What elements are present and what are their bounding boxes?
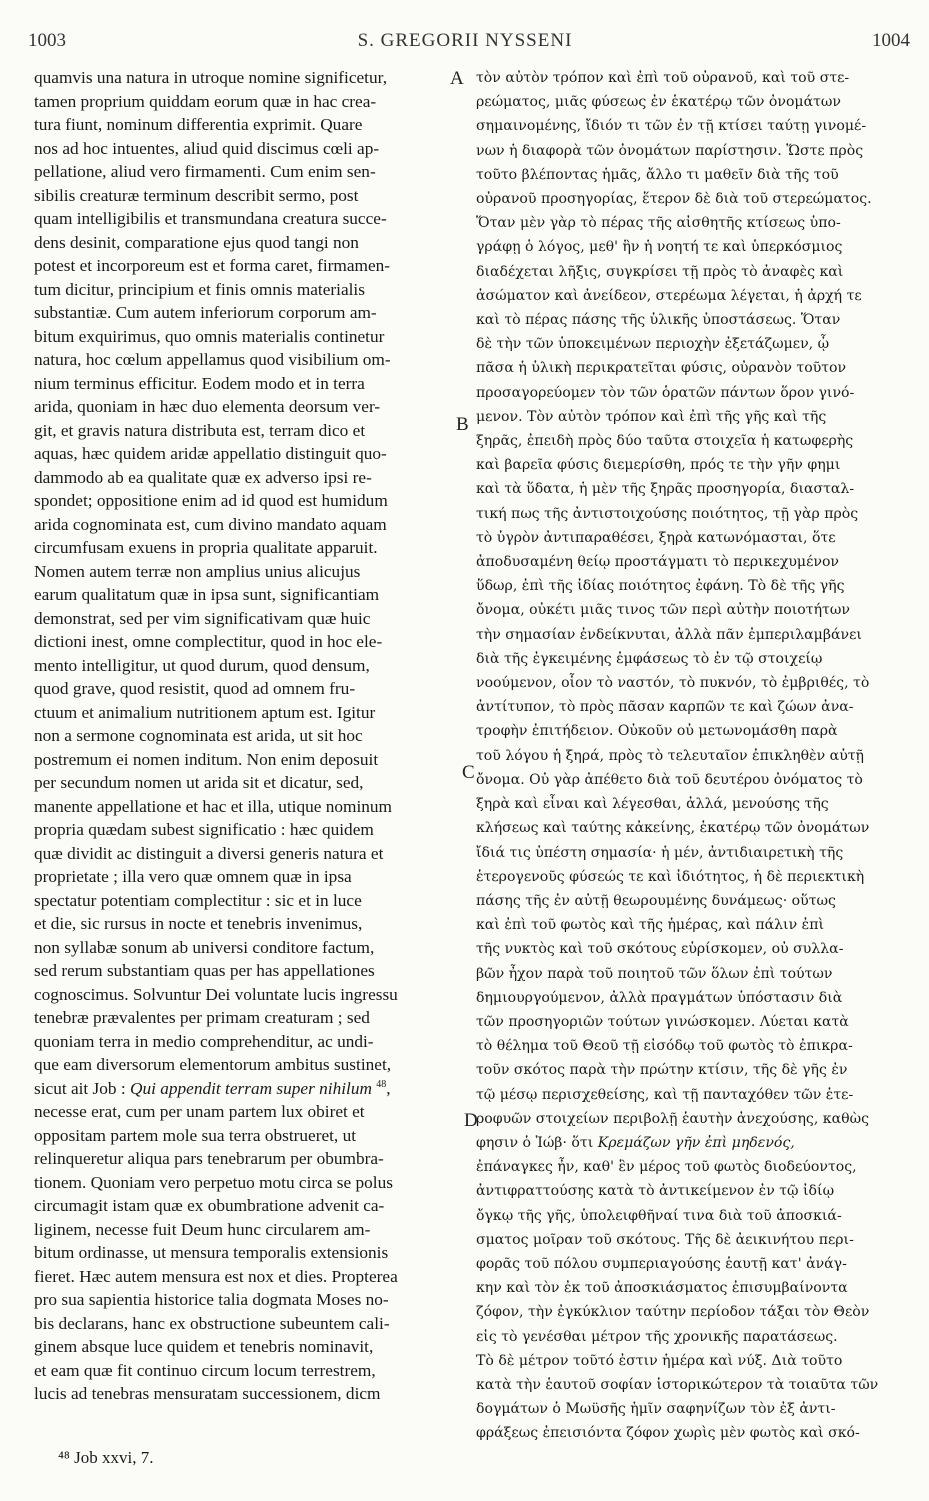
text-line: δὲ τὴν τῶν ὑποκειμένων περιοχὴν ἐξετάζωμεν, ᾧ [476, 336, 830, 353]
text-line: νοούμενον, οἷον τὸ ναστόν, τὸ πυκνόν, τὸ ἐμβριθές, τὸ [476, 675, 870, 692]
footnote: ⁴⁸ Job xxvi, 7. [58, 1448, 154, 1467]
greek-citation: Κρεμάζων γῆν ἐπὶ μηδενός, [597, 1134, 795, 1151]
text-line: substantiæ. Cum autem inferiorum corporum am- [34, 303, 377, 322]
text-line: aquas, hæc quidem aridæ appellatio distinguit quo- [34, 444, 387, 463]
section-marker-a: A [450, 68, 464, 89]
text-line: nium terminus efficitur. Eodem modo et in terra [34, 373, 365, 393]
latin-column [34, 66, 460, 1406]
text-line: arida cognominata est, cum divino mandato aquam [34, 514, 387, 534]
text-line: ἴδιά τις ὑπέστη σημασία· ἡ μέν, ἀντιδιαιρετικὴ τῆς [476, 844, 844, 861]
text-line: ctuum et animalium nutritionem aptum est. Igitur [34, 702, 376, 722]
section-marker-b: B [456, 414, 469, 435]
text-line: manente appellatione et hac et illa, utique nominum [34, 796, 392, 816]
text-line: bitum exquirimus, quo omnis materialis continetur [34, 326, 385, 346]
page-header [20, 30, 910, 60]
text-line: προσαγορεύομεν τὸν τῶν ὁρατῶν πάντων ὅρον γινό- [476, 384, 855, 401]
text-line: pellatione, aliud vero firmamenti. Cum enim sen- [34, 162, 376, 181]
text-line: que eam diversorum elementorum ambitus sustinet, [34, 1055, 392, 1074]
text-line: Τὸ δὲ μέτρον τοῦτό ἐστιν ἡμέρα καὶ νύξ. Διὰ τοῦτο [476, 1352, 843, 1369]
text-line: ρεώματος, μιᾶς φύσεως ἐν ἑκατέρῳ τῶν ὀνομάτων [476, 94, 841, 111]
text-line: ἀντίτυπον, τὸ πρὸς πᾶσαν καρπῶν τε καὶ ζώων ἀνα- [476, 699, 854, 716]
text-line: spondet; oppositione enim ad id quod est humidum [34, 491, 388, 510]
text-line: ἀποδυσαμένη θείῳ προστάγματι τὸ περικεχυμένον [476, 554, 840, 571]
text-line: φράξεως ἐπεισιόντα ζόφον χωρὶς μὲν φωτὸς καὶ σκό- [476, 1425, 860, 1442]
text-line: ἀντιφραττούσης κατὰ τὸ ἀντικείμενον ἐν τῷ ἰδίῳ [476, 1183, 835, 1200]
text-line: ὄγκῳ τῆς γῆς, ὑπολειφθῆναί τινα διὰ τοῦ ἀποσκιά- [476, 1207, 842, 1224]
section-marker-d: D [464, 1110, 478, 1131]
text-line: ζόφον, τὴν ἐγκύκλιον ταύτην περίοδον τάξαι τὸν Θεὸν [476, 1304, 870, 1321]
text-line: natura, hoc cœlum appellamus quod visibilium om- [34, 350, 391, 369]
text-line: τοῦ λόγου ἡ ξηρά, πρὸς τὸ τελευταῖον ἐπικληθὲν αὐτῇ [476, 747, 864, 764]
text-line: ὕδωρ, ἐπὶ τῆς ἰδίας ποιότητος ἐφάνη. Τὸ δὲ τῆς γῆς [476, 578, 845, 595]
text-line: circumfusam exuens in propria qualitate apparuit. [34, 538, 378, 557]
text-line: ροφυῶν στοιχείων περιβολῇ ἑαυτὴν ἀνεχούσης, καθὼς [476, 1110, 869, 1127]
text-line: lucis ad tenebras mensuratam successionem, dicm [34, 1384, 381, 1403]
page-number-right: 1004 [872, 30, 910, 51]
text-line: τική πως τῆς ἀντιστοιχούσης ποιότητος, τῇ γὰρ πρὸς [476, 505, 859, 522]
text-line: καὶ τὰ ὕδατα, ἡ μὲν τῆς ξηρᾶς προσηγορία, διασταλ- [476, 481, 855, 498]
text-line: quæ dividit ac distinguit a diversi generis natura et [34, 843, 384, 863]
text-line: arida, quoniam in hæc duo elementa deorsum ver- [34, 397, 381, 416]
text-line: et eam quæ fit continuo circum locum terrestrem, [34, 1360, 376, 1380]
text-line: εἰς τὸ γενέσθαι μέτρον τῆς χρονικῆς παρατάσεως. [476, 1328, 838, 1345]
text-line: dictioni inest, omne complectitur, quod in hoc ele- [34, 632, 383, 651]
text-line: circumagit istam quæ ex obumbratione advenit ca- [34, 1196, 385, 1215]
text-line: demonstrat, sed per vim significativam quæ huic [34, 608, 371, 628]
text-line: git, et gravis natura distributa est, terram dico et [34, 420, 366, 440]
text-line: potest et incorporeum est et forma caret, firmamen- [34, 256, 391, 275]
text-line: sed rerum substantiam quas per has appellationes [34, 961, 375, 980]
text-line: propria quædam subest significatio : hæc quidem [34, 820, 374, 839]
text-line: tura fiunt, nominum differentia exprimit. Quare [34, 115, 363, 134]
text-line: dammodo ab ea qualitate quæ ex adverso ipsi re- [34, 467, 372, 487]
text-line: σημαινομένης, ἴδιόν τι τῶν ἐν τῇ κτίσει ταύτῃ γινομέ- [476, 118, 867, 135]
text-line: et die, sic rursus in nocte et tenebris invenimus, [34, 914, 363, 933]
text-line: ginem absque luce quidem et tenebris nominavit, [34, 1337, 374, 1356]
text-line: βῶν ἦχον παρὰ τοῦ ποιητοῦ τῶν ὅλων ἐπὶ τούτων [476, 965, 833, 982]
text-line: tenebræ prævalentes per primam creaturam ; sed [34, 1008, 370, 1027]
text-line: nos ad hoc intuentes, aliud quid discimus cœli ap- [34, 138, 380, 158]
text-line: τὸ ὑγρὸν ἀντιπαραθέσει, ξηρὰ κατωνόμασται, ὅτε [476, 529, 836, 546]
text-line: ξηρᾶς, ἐπειδὴ πρὸς δύο ταῦτα στοιχεῖα ἡ κατωφερὴς [476, 433, 854, 450]
text-line: ἀσώματον καὶ ἀνείδεον, στερέωμα λέγεται, ἡ ἀρχή τε [476, 287, 862, 304]
running-title: S. GREGORII NYSSENI [357, 30, 573, 51]
text-line: ἑτερογενοῦς φύσεώς τε καὶ ἰδιότητος, ἡ δὲ περιεκτικὴ [476, 868, 865, 885]
page-number-left: 1003 [28, 30, 66, 51]
text-line: Ὅταν μὲν γὰρ τὸ πέρας τῆς αἰσθητῆς κτίσεως ὑπο- [476, 215, 841, 232]
text-line: tum dicitur, principium et finis omnis materialis [34, 279, 365, 299]
text-line: quoniam terra in medio comprehenditur, ac undi- [34, 1031, 374, 1051]
text-line: κατὰ τὴν ἑαυτοῦ σοφίαν ἱστορικώτερον τὰ τοιαῦτα τῶν [476, 1376, 879, 1393]
text-line: necesse erat, cum per unam partem lux obiret et [34, 1102, 365, 1121]
text-line: liginem, necesse fuit Deum hunc circularem am- [34, 1219, 371, 1239]
section-marker-c: C [462, 762, 475, 783]
text-line: non syllabæ sonum ab universi conditore factum, [34, 937, 375, 957]
text-line: κλήσεως καὶ ταύτης κἀκείνης, ἑκατέρῳ τῶν ὀνομάτων [476, 820, 870, 837]
text-line: fieret. Hæc autem mensura est nox et dies. Propterea [34, 1266, 398, 1286]
text-line: δημιουργούμενον, ἀλλὰ πραγμάτων ὑπόστασιν διὰ [476, 989, 843, 1006]
text-line: διὰ τῆς ἐγκειμένης ἐμφάσεως τὸ ἐν τῷ στοιχείῳ [476, 650, 823, 667]
text-line: sibilis creaturæ terminum describit sermo, post [34, 185, 359, 205]
text-line: postremum ei nomen inditum. Non enim deposuit [34, 749, 379, 769]
text-line: τὸ θέλημα τοῦ Θεοῦ τῇ εἰσόδῳ τοῦ φωτὸς τὸ ἐπικρα- [476, 1038, 853, 1055]
text-line: δογμάτων ὁ Μωϋσῆς ἡμῖν σαφηνίζων τὸν ἐξ ἀντι- [476, 1401, 836, 1418]
text-line: φορᾶς τοῦ πόλου συμπεριαγούσης ἑαυτῇ κατ' ἀνάγ- [476, 1255, 847, 1272]
job-citation: Qui appendit terram super nihilum [130, 1078, 372, 1098]
text-line: tamen proprium quiddam eorum quæ in hac crea- [34, 91, 377, 111]
text-line: τῶν προσηγοριῶν τούτων γινώσκομεν. Λύεται κατὰ [476, 1013, 849, 1030]
text-line: tionem. Quoniam vero perpetuo motu circa se polus [34, 1172, 393, 1192]
text-line: μενον. Τὸν αὐτὸν τρόπον καὶ ἐπὶ τῆς γῆς καὶ τῆς [476, 408, 827, 425]
text-line: ὄνομα, οὐκέτι μιᾶς τινος τῶν περὶ αὐτὴν ποιοτήτων [476, 602, 850, 619]
text-line: γράφῃ ὁ λόγος, μεθ' ἣν ἡ νοητή τε καὶ ὑπερκόσμιος [476, 239, 843, 256]
text-line: πάσης τῆς ἐν αὐτῇ θεωρουμένης δυνάμεως· οὕτως [476, 892, 836, 909]
text-line: κην καὶ τὸν ἐκ τοῦ ἀποσκιάσματος ἐπισυμβαίνοντα [476, 1280, 848, 1297]
text-line: τοῦν σκότος παρὰ τὴν πρώτην κτίσιν, τῆς δὲ γῆς ἐν [476, 1062, 848, 1079]
text-line: τοῦτο βλέποντας ἡμᾶς, ἄλλο τι μαθεῖν διὰ τῆς τοῦ [476, 166, 839, 183]
text-line: οὐρανοῦ προσηγορίας, ἕτερον δὲ διὰ τοῦ στερεώματος. [476, 191, 872, 208]
text-line: quod grave, quod resistit, quod ad omnem fru- [34, 679, 356, 698]
text-line: mento intelligitur, ut quod durum, quod densum, [34, 655, 370, 675]
text-line: τῷ μέσῳ περισχεθείσης, καὶ τῇ πανταχόθεν τῶν ἑτε- [476, 1086, 854, 1103]
text-line: spectatur potentiam complectitur : sic et in luce [34, 890, 362, 910]
text-line: non a sermone cognominata est arida, ut sit hoc [34, 726, 363, 745]
text-line: oppositam partem mole sua terra obstrueret, ut [34, 1125, 357, 1145]
text-line: ξηρὰ καὶ εἶναι καὶ λέγεσθαι, ἀλλά, μενούσης τῆς [476, 796, 829, 813]
text-line: τὴν σημασίαν ἐνδείκνυται, ἀλλὰ πᾶν ἐμπεριλαμβάνει [476, 626, 862, 643]
text-line: earum qualitatum quæ in ipsa sunt, significantiam [34, 585, 380, 604]
text-line: καὶ τὸ πέρας πάσης τῆς ὑλικῆς ὑποστάσεως. Ὅταν [476, 312, 841, 329]
text-line: φησιν ὁ Ἰώβ· ὅτι Κρεμάζων γῆν ἐπὶ μηδενός, [476, 1134, 795, 1151]
text-line: τῆς νυκτὸς καὶ τοῦ σκότους εὑρίσκομεν, οὐ συλλα- [476, 941, 844, 958]
text-line: Nomen autem terræ non amplius unius alicujus [34, 561, 361, 581]
text-line: sicut ait Job : Qui appendit terram super nihilum $^{48}$, [34, 1078, 391, 1098]
text-line: relinqueretur aliqua pars tenebrarum per obumbra- [34, 1149, 384, 1168]
text-line: ὄνομα. Οὐ γὰρ ἀπέθετο διὰ τοῦ δευτέρου ὀνόματος τὸ [476, 771, 863, 788]
text-line: dens desinit, comparatione ejus quod tangi non [34, 232, 359, 252]
text-line: νων ἡ διαφορὰ τῶν ὀνομάτων παρίστησιν. Ὥστε πρὸς [476, 142, 864, 159]
text-line: πᾶσα ἡ ὑλικὴ περικρατεῖται φύσις, οὐρανὸν τοῦτον [476, 360, 847, 377]
text-line: τροφὴν ἐπιτήδειον. Οὐκοῦν οὐ μετωνομάσθη παρὰ [476, 723, 838, 740]
text-line: quam intelligibilis et transmundana creatura succe- [34, 209, 387, 228]
text-line: per secundum nomen ut arida sit et dicatur, sed, [34, 773, 364, 792]
text-line: σματος μοῖραν τοῦ σκότους. Τῆς δὲ ἀεικινήτου περι- [476, 1231, 854, 1248]
text-line: καὶ βαρεῖα φύσις διεμερίσθη, πρός τε τὴν γῆν φημι [476, 457, 841, 474]
text-line: καὶ ἐπὶ τοῦ φωτὸς καὶ τῆς ἡμέρας, καὶ πάλιν ἐπὶ [476, 917, 824, 934]
footnote-ref: 48 [376, 1078, 387, 1090]
text-line: pro sua sapientia historice talia dogmata Moses no- [34, 1290, 389, 1309]
text-line: bis declarans, hanc ex obstructione subeuntem cali- [34, 1313, 390, 1333]
text-line: cognoscimus. Solvuntur Dei voluntate lucis ingressu [34, 984, 398, 1004]
text-line: ἐπάναγκες ἦν, καθ' ἓν μέρος τοῦ φωτὸς διοδεύοντος, [476, 1159, 857, 1176]
text-line: quamvis una natura in utroque nomine significetur, [34, 68, 388, 87]
text-line: bitum ordinasse, ut mensura temporalis extensionis [34, 1243, 389, 1262]
text-line: τὸν αὐτὸν τρόπον καὶ ἐπὶ τοῦ οὐρανοῦ, καὶ τοῦ στε- [476, 70, 850, 86]
text-line: proprietate ; illa vero quæ omnem quæ in ipsa [34, 867, 352, 886]
text-line: διαδέχεται λῆξις, συγκρίσει τῇ πρὸς τὸ ἀναφὲς καὶ [476, 263, 844, 280]
greek-column [476, 66, 908, 1446]
